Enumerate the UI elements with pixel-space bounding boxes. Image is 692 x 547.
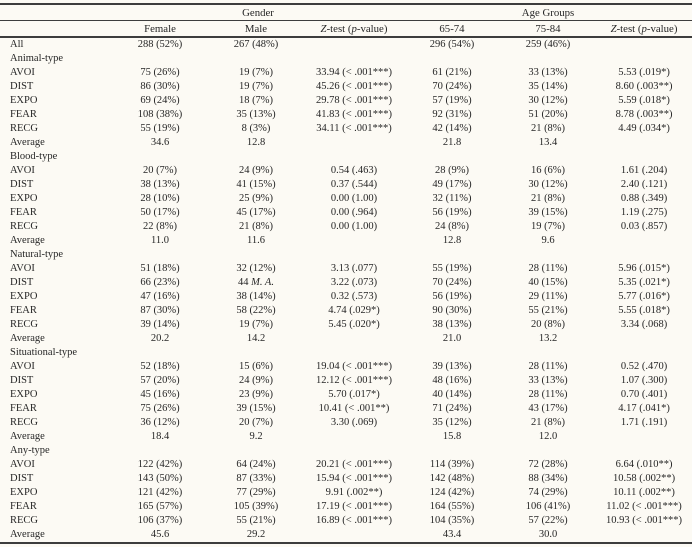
value-cell: 124 (42%) [429, 487, 475, 498]
value-cell: 30 (12%) [528, 179, 568, 190]
row-label: FEAR [10, 501, 37, 512]
value-cell: 33.94 (< .001***) [316, 67, 392, 78]
value-cell: 267 (48%) [233, 39, 279, 50]
value-cell: 3.22 (.073) [330, 277, 378, 288]
value-cell: 5.59 (.018*) [618, 95, 670, 106]
row-label: EXPO [10, 389, 38, 400]
value-cell: 21.8 [442, 137, 462, 148]
row-label: FEAR [10, 207, 37, 218]
column-header-6: Z-test (p-value) [596, 21, 692, 38]
value-cell: 50 (17%) [140, 207, 180, 218]
data-row [0, 108, 692, 122]
row-label: AVOI [10, 165, 35, 176]
value-cell: 18.4 [150, 431, 170, 442]
row-label: FEAR [10, 109, 37, 120]
value-cell: 72 (28%) [528, 459, 568, 470]
value-cell: 10.11 (.002**) [613, 487, 675, 498]
column-header-5: 75-84 [500, 21, 596, 38]
value-cell: 36 (12%) [140, 417, 180, 428]
row-label: Average [10, 529, 45, 540]
row-label: Average [10, 235, 45, 246]
value-cell: 108 (38%) [137, 109, 183, 120]
value-cell: 1.07 (.300) [620, 375, 668, 386]
value-cell: 38 (14%) [236, 291, 276, 302]
data-row [0, 122, 692, 136]
value-cell: 12.12 (< .001***) [316, 375, 392, 386]
value-cell: 143 (50%) [137, 473, 183, 484]
row-label: AVOI [10, 67, 35, 78]
data-row [0, 318, 692, 332]
value-cell: 0.00 (1.00) [330, 221, 378, 232]
spanner-age-groups: Age Groups [404, 4, 692, 21]
value-cell: 92 (31%) [432, 109, 472, 120]
value-cell: 29.78 (< .001***) [316, 95, 392, 106]
value-cell: 55 (19%) [432, 263, 472, 274]
value-cell: 13.2 [538, 333, 558, 344]
data-row [0, 94, 692, 108]
value-cell [304, 136, 404, 150]
value-cell: 10.58 (.002**) [612, 473, 676, 484]
value-cell: 28 (9%) [434, 165, 470, 176]
value-cell: 75 (26%) [140, 67, 180, 78]
value-cell: 66 (23%) [140, 277, 180, 288]
column-header-3: Z-test (p-value) [304, 21, 404, 38]
value-cell: 71 (24%) [432, 403, 472, 414]
row-label: DIST [10, 179, 34, 190]
section-row [0, 248, 692, 262]
value-cell: 57 (20%) [140, 375, 180, 386]
value-cell: 40 (15%) [528, 277, 568, 288]
value-cell: 106 (41%) [525, 501, 571, 512]
value-cell: 87 (33%) [236, 473, 276, 484]
value-cell [596, 528, 692, 543]
value-cell: 5.77 (.016*) [618, 291, 670, 302]
value-cell: 33 (13%) [528, 67, 568, 78]
value-cell: 1.19 (.275) [620, 207, 668, 218]
value-cell: 0.00 (1.00) [330, 193, 378, 204]
spanner-empty-cell [0, 4, 112, 21]
value-cell: 15 (6%) [238, 361, 274, 372]
value-cell: 3.30 (.069) [330, 417, 378, 428]
value-cell: 9.91 (.002**) [325, 487, 383, 498]
data-row [0, 164, 692, 178]
value-cell: 57 (22%) [528, 515, 568, 526]
value-cell: 75 (26%) [140, 403, 180, 414]
row-label: RECG [10, 123, 39, 134]
value-cell: 29 (11%) [528, 291, 568, 302]
value-cell: 90 (30%) [432, 305, 472, 316]
data-row [0, 472, 692, 486]
section-row [0, 52, 692, 66]
value-cell: 104 (35%) [429, 515, 475, 526]
data-row [0, 486, 692, 500]
value-cell: 39 (13%) [432, 361, 472, 372]
data-row [0, 206, 692, 220]
value-cell: 15.8 [442, 431, 462, 442]
value-cell: 39 (14%) [140, 319, 180, 330]
spanner-gender: Gender [112, 4, 404, 21]
statistics-table [0, 3, 692, 544]
value-cell: 5.70 (.017*) [328, 389, 380, 400]
row-label: AVOI [10, 459, 35, 470]
data-row [0, 528, 692, 543]
section-row [0, 444, 692, 458]
value-cell: 22 (8%) [142, 221, 178, 232]
value-cell: 121 (42%) [137, 487, 183, 498]
value-cell: 12.0 [538, 431, 558, 442]
value-cell: 0.37 (.544) [330, 179, 378, 190]
value-cell: 122 (42%) [137, 459, 183, 470]
section-label: Any-type [10, 445, 50, 456]
value-cell: 21 (8%) [238, 221, 274, 232]
value-cell: 88 (34%) [528, 473, 568, 484]
value-cell: 34.6 [150, 137, 170, 148]
value-cell: 0.32 (.573) [330, 291, 378, 302]
value-cell: 8.60 (.003**) [615, 81, 673, 92]
value-cell: 4.17 (.041*) [618, 403, 670, 414]
value-cell: 4.74 (.029*) [328, 305, 380, 316]
value-cell: 5.35 (.021*) [618, 277, 670, 288]
data-row [0, 402, 692, 416]
value-cell: 25 (9%) [238, 193, 274, 204]
value-cell: 10.41 (< .001**) [318, 403, 390, 414]
value-cell: 20 (7%) [238, 417, 274, 428]
data-row [0, 234, 692, 248]
section-row [0, 346, 692, 360]
value-cell [304, 37, 404, 52]
value-cell: 28 (10%) [140, 193, 180, 204]
row-label: RECG [10, 319, 39, 330]
value-cell: 13.4 [538, 137, 558, 148]
value-cell: 21 (8%) [530, 123, 566, 134]
data-row [0, 304, 692, 318]
value-cell [596, 234, 692, 248]
value-cell: 43.4 [442, 529, 462, 540]
value-cell: 35 (12%) [432, 417, 472, 428]
section-label: Blood-type [10, 151, 58, 162]
value-cell: 24 (9%) [238, 165, 274, 176]
value-cell: 16 (6%) [530, 165, 566, 176]
column-header-0 [0, 21, 112, 38]
data-row [0, 374, 692, 388]
data-row [0, 430, 692, 444]
value-cell: 55 (21%) [528, 305, 568, 316]
data-row [0, 178, 692, 192]
value-cell: 28 (11%) [528, 361, 568, 372]
value-cell: 11.0 [151, 235, 169, 246]
value-cell: 51 (18%) [140, 263, 180, 274]
value-cell: 86 (30%) [140, 81, 180, 92]
value-cell: 5.45 (.020*) [328, 319, 380, 330]
value-cell: 32 (11%) [432, 193, 472, 204]
value-cell: 30 (12%) [528, 95, 568, 106]
value-cell: 35 (14%) [528, 81, 568, 92]
column-header-row [0, 21, 692, 38]
value-cell: 12.8 [442, 235, 462, 246]
row-label: Average [10, 333, 45, 344]
value-cell: 61 (21%) [432, 67, 472, 78]
value-cell: 0.54 (.463) [330, 165, 378, 176]
value-cell: 58 (22%) [236, 305, 276, 316]
value-cell: 20.21 (< .001***) [316, 459, 392, 470]
row-label: RECG [10, 221, 39, 232]
value-cell: 39 (15%) [528, 207, 568, 218]
value-cell: 0.70 (.401) [620, 389, 668, 400]
value-cell: 30.0 [538, 529, 558, 540]
row-label: FEAR [10, 403, 37, 414]
value-cell: 5.53 (.019*) [618, 67, 670, 78]
value-cell: 19 (7%) [238, 67, 274, 78]
value-cell: 5.55 (.018*) [618, 305, 670, 316]
value-cell [596, 37, 692, 52]
row-label: RECG [10, 417, 39, 428]
value-cell: 16.89 (< .001***) [316, 515, 392, 526]
value-cell: 56 (19%) [432, 291, 472, 302]
row-label: FEAR [10, 305, 37, 316]
row-label: All [10, 39, 24, 50]
value-cell: 3.13 (.077) [330, 263, 378, 274]
row-label: Average [10, 137, 45, 148]
data-row [0, 192, 692, 206]
value-cell: 19.04 (< .001***) [316, 361, 392, 372]
value-cell: 164 (55%) [429, 501, 475, 512]
section-label: Situational-type [10, 347, 78, 358]
value-cell: 77 (29%) [236, 487, 276, 498]
value-cell: 70 (24%) [432, 277, 472, 288]
data-row [0, 220, 692, 234]
value-cell: 24 (8%) [434, 221, 470, 232]
value-cell: 5.96 (.015*) [618, 263, 670, 274]
data-row [0, 136, 692, 150]
value-cell: 41.83 (< .001***) [316, 109, 392, 120]
value-cell: 56 (19%) [432, 207, 472, 218]
value-cell: 38 (13%) [140, 179, 180, 190]
value-cell: 45.6 [150, 529, 170, 540]
row-label: DIST [10, 81, 34, 92]
value-cell: 87 (30%) [140, 305, 180, 316]
value-cell: 52 (18%) [140, 361, 180, 372]
value-cell [596, 136, 692, 150]
row-label: RECG [10, 515, 39, 526]
spanner-row [0, 4, 692, 21]
column-header-2: Male [208, 21, 304, 38]
value-cell: 19 (7%) [238, 319, 274, 330]
value-cell: 0.52 (.470) [620, 361, 668, 372]
value-cell: 74 (29%) [528, 487, 568, 498]
value-cell: 18 (7%) [238, 95, 274, 106]
value-cell: 21.0 [442, 333, 462, 344]
value-cell: 165 (57%) [137, 501, 183, 512]
value-cell: 11.02 (< .001***) [606, 501, 682, 512]
row-label: DIST [10, 277, 34, 288]
value-cell: 15.94 (< .001***) [316, 473, 392, 484]
table-body [0, 37, 692, 543]
data-row [0, 276, 692, 290]
value-cell: 17.19 (< .001***) [316, 501, 392, 512]
value-cell: 42 (14%) [432, 123, 472, 134]
value-cell: 0.88 (.349) [620, 193, 668, 204]
data-row [0, 80, 692, 94]
value-cell: 21 (8%) [530, 417, 566, 428]
value-cell [304, 234, 404, 248]
value-cell: 296 (54%) [429, 39, 475, 50]
value-cell: 29.2 [246, 529, 266, 540]
value-cell: 288 (52%) [137, 39, 183, 50]
row-label: EXPO [10, 291, 38, 302]
value-cell: 9.2 [249, 431, 263, 442]
value-cell: 2.40 (.121) [620, 179, 668, 190]
value-cell: 19 (7%) [238, 81, 274, 92]
value-cell: 114 (39%) [429, 459, 475, 470]
value-cell: 39 (15%) [236, 403, 276, 414]
value-cell: 38 (13%) [432, 319, 472, 330]
value-cell: 9.6 [541, 235, 555, 246]
value-cell: 23 (9%) [238, 389, 274, 400]
value-cell: 70 (24%) [432, 81, 472, 92]
value-cell: 32 (12%) [236, 263, 276, 274]
data-row [0, 290, 692, 304]
data-row [0, 416, 692, 430]
value-cell: 57 (19%) [432, 95, 472, 106]
column-header-1: Female [112, 21, 208, 38]
value-cell: 24 (9%) [238, 375, 274, 386]
row-label: AVOI [10, 263, 35, 274]
row-label: DIST [10, 473, 34, 484]
value-cell: 47 (16%) [140, 291, 180, 302]
data-row [0, 388, 692, 402]
value-cell: 51 (20%) [528, 109, 568, 120]
value-cell: 45.26 (< .001***) [316, 81, 392, 92]
data-row [0, 262, 692, 276]
value-cell: 55 (21%) [236, 515, 276, 526]
value-cell: 1.71 (.191) [620, 417, 668, 428]
row-label: DIST [10, 375, 34, 386]
value-cell: 20 (7%) [142, 165, 178, 176]
value-cell: 19 (7%) [530, 221, 566, 232]
value-cell: 0.00 (.964) [330, 207, 378, 218]
row-label: EXPO [10, 95, 38, 106]
value-cell: 55 (19%) [140, 123, 180, 134]
value-cell [304, 430, 404, 444]
value-cell: 40 (14%) [432, 389, 472, 400]
value-cell: 12.8 [246, 137, 266, 148]
data-row [0, 332, 692, 346]
value-cell: 45 (16%) [140, 389, 180, 400]
value-cell: 1.61 (.204) [620, 165, 668, 176]
value-cell: 49 (17%) [432, 179, 472, 190]
data-row [0, 458, 692, 472]
section-label: Natural-type [10, 249, 64, 260]
value-cell [304, 528, 404, 543]
value-cell: 35 (13%) [236, 109, 276, 120]
value-cell [596, 332, 692, 346]
value-cell: 11.6 [247, 235, 265, 246]
row-label: EXPO [10, 193, 38, 204]
value-cell: 21 (8%) [530, 193, 566, 204]
value-cell: 105 (39%) [233, 501, 279, 512]
data-row [0, 500, 692, 514]
value-cell: 34.11 (< .001***) [316, 123, 392, 134]
row-label: AVOI [10, 361, 35, 372]
value-cell: 20.2 [150, 333, 170, 344]
value-cell: 45 (17%) [236, 207, 276, 218]
value-cell: 8 (3%) [241, 123, 271, 134]
value-cell: 142 (48%) [429, 473, 475, 484]
value-cell: 69 (24%) [140, 95, 180, 106]
section-label: Animal-type [10, 53, 64, 64]
value-cell: 6.64 (.010**) [615, 459, 673, 470]
value-cell: 44 M. A. [238, 277, 274, 288]
value-cell: 20 (8%) [530, 319, 566, 330]
data-row [0, 360, 692, 374]
value-cell: 28 (11%) [528, 263, 568, 274]
row-label: Average [10, 431, 45, 442]
value-cell [596, 430, 692, 444]
value-cell [304, 332, 404, 346]
section-row [0, 150, 692, 164]
row-label: EXPO [10, 487, 38, 498]
value-cell: 8.78 (.003**) [615, 109, 673, 120]
value-cell: 48 (16%) [432, 375, 472, 386]
value-cell: 4.49 (.034*) [618, 123, 670, 134]
value-cell: 0.03 (.857) [620, 221, 668, 232]
data-row [0, 514, 692, 528]
value-cell: 43 (17%) [528, 403, 568, 414]
value-cell: 41 (15%) [236, 179, 276, 190]
value-cell: 33 (13%) [528, 375, 568, 386]
data-row [0, 66, 692, 80]
value-cell: 28 (11%) [528, 389, 568, 400]
value-cell: 64 (24%) [236, 459, 276, 470]
column-header-4: 65-74 [404, 21, 500, 38]
value-cell: 10.93 (< .001***) [606, 515, 682, 526]
value-cell: 3.34 (.068) [620, 319, 668, 330]
data-row [0, 37, 692, 52]
value-cell: 14.2 [246, 333, 266, 344]
value-cell: 106 (37%) [137, 515, 183, 526]
value-cell: 259 (46%) [525, 39, 571, 50]
